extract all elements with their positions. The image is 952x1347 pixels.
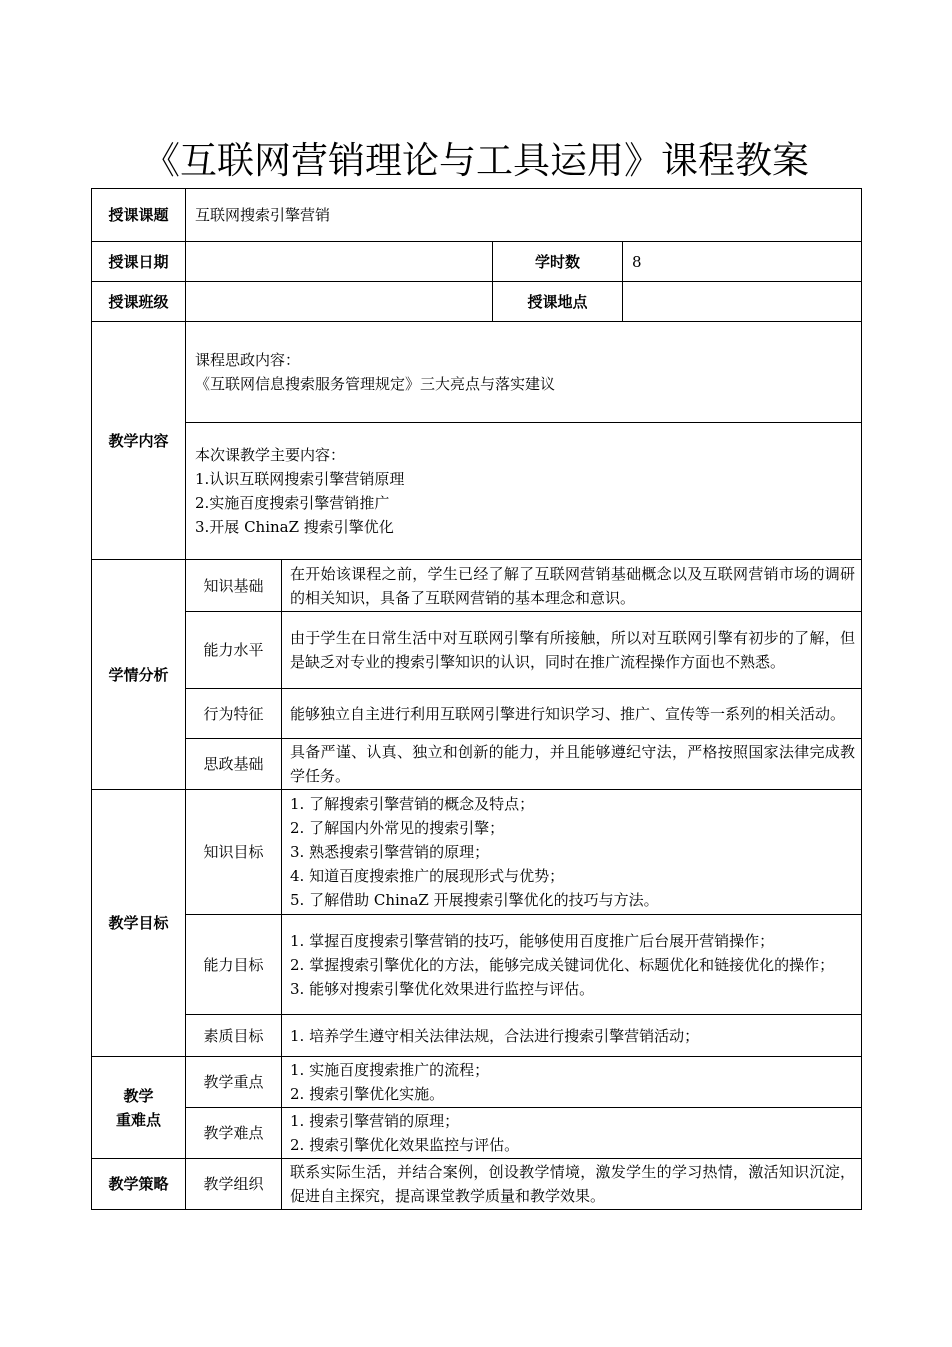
objective-row [92, 790, 862, 915]
keypoint-line: 1. 搜索引擎营销的原理； [290, 1112, 460, 1130]
keypoint-row [92, 1108, 862, 1159]
topic-value: 互联网搜索引擎营销 [186, 189, 862, 242]
objective-line: 1. 培养学生遵守相关法律法规，合法进行搜索引擎营销活动； [290, 1026, 700, 1045]
focus-cell [282, 1057, 862, 1108]
analysis-label: 学情分析 [92, 560, 186, 790]
class-value [186, 282, 493, 322]
keypoint-line: 2. 搜索引擎优化实施。 [290, 1085, 445, 1103]
date-row [92, 242, 862, 282]
document-title: 《互联网营销理论与工具运用》课程教案 [143, 139, 809, 182]
lesson-plan-table [91, 188, 862, 1210]
objective-row [92, 1015, 862, 1057]
topic-label: 授课课题 [92, 189, 186, 242]
objective-line: 2. 掌握搜索引擎优化的方法，能够完成关键词优化、标题优化和链接优化的操作； [290, 955, 835, 974]
analysis-sub-label: 能力水平 [186, 612, 282, 689]
keypoints-label-line: 教学 [123, 1086, 154, 1105]
objective-line: 1. 了解搜索引擎营销的概念及特点； [290, 795, 535, 813]
date-value [186, 242, 493, 282]
keypoint-row [92, 1057, 862, 1108]
objective-line: 1. 掌握百度搜索引擎营销的技巧，能够使用百度推广后台展开营销操作； [290, 931, 775, 950]
content-item: 2.实施百度搜索引擎营销推广 [195, 494, 390, 512]
ability-objective-label: 能力目标 [186, 915, 282, 1015]
difficulty-cell [282, 1108, 862, 1159]
knowledge-objective-cell [282, 790, 862, 915]
keypoints-label-line: 重难点 [115, 1110, 161, 1129]
objective-line: 2. 了解国内外常见的搜索引擎； [290, 819, 505, 837]
strategy-row [92, 1159, 862, 1210]
knowledge-objective-label: 知识目标 [186, 790, 282, 915]
difficulty-label: 教学难点 [186, 1108, 282, 1159]
content-ideology-row [92, 322, 862, 423]
analysis-row [92, 612, 862, 689]
analysis-text: 在开始该课程之前，学生已经了解了互联网营销基础概念以及互联网营销市场的调研的相关知识，具备了互联网营销的基本理念和意识。 [282, 560, 862, 612]
hours-value: 8 [623, 242, 862, 282]
objective-line: 3. 熟悉搜索引擎营销的原理； [290, 843, 490, 861]
quality-objective-cell [282, 1015, 862, 1057]
objective-line: 4. 知道百度搜索推广的展现形式与优势； [290, 867, 565, 885]
ideology-cell [186, 322, 862, 423]
objectives-label: 教学目标 [92, 790, 186, 1057]
class-row [92, 282, 862, 322]
place-label: 授课地点 [493, 282, 623, 322]
keypoint-line: 1. 实施百度搜索推广的流程； [290, 1061, 490, 1079]
ideology-title: 课程思政内容： [195, 351, 301, 369]
class-label: 授课班级 [92, 282, 186, 322]
place-value [623, 282, 862, 322]
analysis-text: 能够独立自主进行利用互联网引擎进行知识学习、推广、宣传等一系列的相关活动。 [282, 689, 862, 739]
analysis-sub-label: 行为特征 [186, 689, 282, 739]
main-content-cell [186, 423, 862, 560]
objective-line: 3. 能够对搜索引擎优化效果进行监控与评估。 [290, 979, 595, 998]
strategy-text: 联系实际生活，并结合案例，创设教学情境，激发学生的学习热情，激活知识沉淀，促进自主探究，提高课堂教学质量和教学效果。 [282, 1159, 862, 1210]
analysis-row [92, 689, 862, 739]
analysis-text: 由于学生在日常生活中对互联网引擎有所接触，所以对互联网引擎有初步的了解，但是缺乏对专业的搜索引擎知识的认识，同时在推广流程操作方面也不熟悉。 [282, 612, 862, 689]
strategy-label: 教学策略 [92, 1159, 186, 1210]
ability-objective-cell [282, 915, 862, 1015]
objective-row [92, 915, 862, 1015]
analysis-row [92, 739, 862, 790]
strategy-sub-label: 教学组织 [186, 1159, 282, 1210]
quality-objective-label: 素质目标 [186, 1015, 282, 1057]
content-label: 教学内容 [92, 322, 186, 560]
content-item: 3.开展 ChinaZ 搜索引擎优化 [195, 518, 394, 536]
content-main-row [92, 423, 862, 560]
hours-label: 学时数 [493, 242, 623, 282]
keypoint-line: 2. 搜索引擎优化效果监控与评估。 [290, 1136, 520, 1154]
analysis-text: 具备严谨、认真、独立和创新的能力，并且能够遵纪守法，严格按照国家法律完成教学任务。 [282, 739, 862, 790]
keypoints-label [92, 1057, 186, 1159]
analysis-sub-label: 思政基础 [186, 739, 282, 790]
content-item: 1.认识互联网搜索引擎营销原理 [195, 470, 405, 488]
analysis-sub-label: 知识基础 [186, 560, 282, 612]
date-label: 授课日期 [92, 242, 186, 282]
ideology-text: 《互联网信息搜索服务管理规定》三大亮点与落实建议 [195, 375, 556, 393]
focus-label: 教学重点 [186, 1057, 282, 1108]
main-content-title: 本次课教学主要内容： [195, 446, 346, 464]
objective-line: 5. 了解借助 ChinaZ 开展搜索引擎优化的技巧与方法。 [290, 891, 659, 909]
analysis-row [92, 560, 862, 612]
topic-row [92, 189, 862, 242]
